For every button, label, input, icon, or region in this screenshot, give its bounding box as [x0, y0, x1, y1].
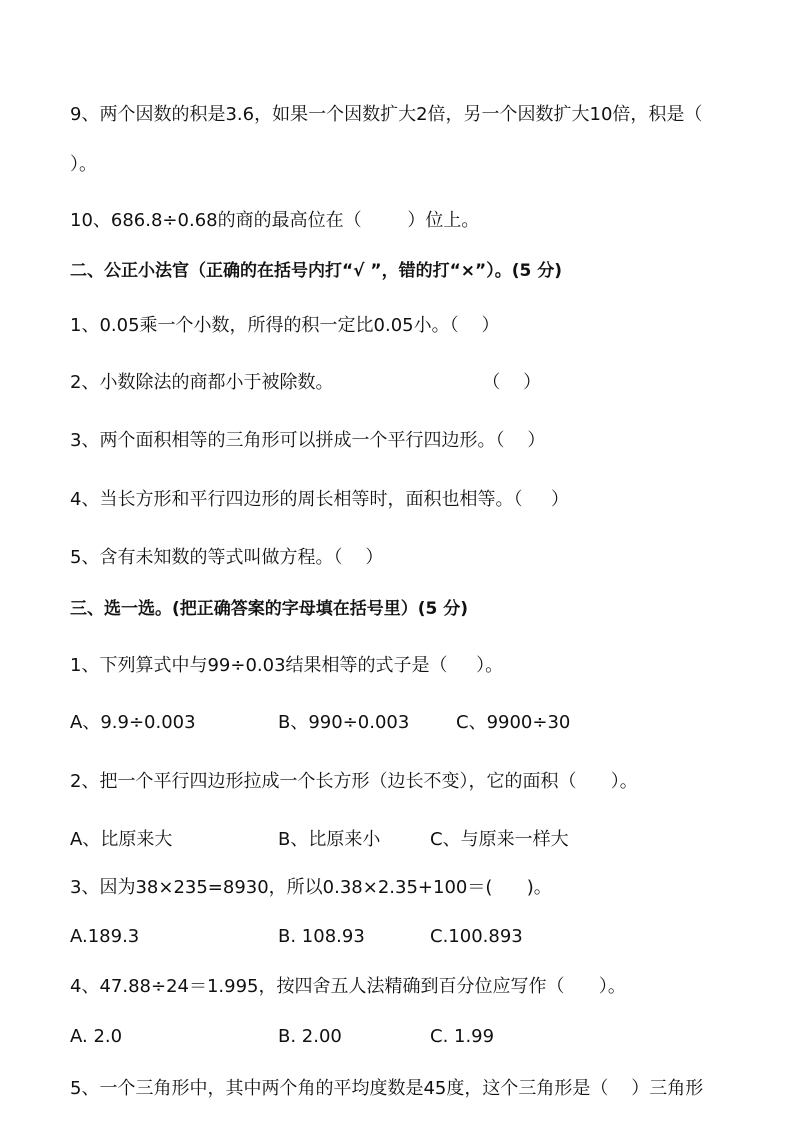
choice-1-option-a: A、9.9÷0.003	[70, 712, 196, 733]
judge-item-5: 5、含有未知数的等式叫做方程。（ ）	[70, 547, 384, 568]
choice-3-stem: 3、因为38×235=8930，所以0.38×2.35+100＝( )。	[70, 877, 552, 898]
choice-4-option-c: C. 1.99	[430, 1026, 495, 1047]
choice-4-stem: 4、47.88÷24＝1.995，按四舍五人法精确到百分位应写作（ ）。	[70, 976, 626, 997]
choice-3-option-c: C.100.893	[430, 926, 523, 947]
judge-item-2: 2、小数除法的商都小于被除数。 （ ）	[70, 372, 542, 393]
choice-4-option-b: B. 2.00	[278, 1026, 342, 1047]
choice-3-option-a: A.189.3	[70, 926, 140, 947]
section-2-heading: 二、公正小法官（正确的在括号内打“√ ”，错的打“×”）。(5 分)	[70, 261, 562, 281]
choice-1-option-b: B、990÷0.003	[278, 712, 410, 733]
question-9-line1: 9、两个因数的积是3.6，如果一个因数扩大2倍，另一个因数扩大10倍，积是（	[70, 104, 703, 125]
section-3-heading: 三、选一选。(把正确答案的字母填在括号里）(5 分)	[70, 599, 469, 619]
choice-1-option-c: C、9900÷30	[456, 712, 571, 733]
judge-item-3: 3、两个面积相等的三角形可以拼成一个平行四边形。（ ）	[70, 430, 546, 451]
judge-item-4: 4、当长方形和平行四边形的周长相等时，面积也相等。（ ）	[70, 489, 570, 510]
question-9-line2: ）。	[70, 154, 97, 175]
choice-5-stem: 5、一个三角形中，其中两个角的平均度数是45度，这个三角形是（ ）三角形	[70, 1078, 704, 1099]
choice-3-option-b: B. 108.93	[278, 926, 365, 947]
choice-2-option-c: C、与原来一样大	[430, 829, 569, 850]
choice-2-option-a: A、比原来大	[70, 829, 173, 850]
choice-1-stem: 1、下列算式中与99÷0.03结果相等的式子是（ ）。	[70, 655, 504, 676]
choice-2-option-b: B、比原来小	[278, 829, 381, 850]
choice-2-stem: 2、把一个平行四边形拉成一个长方形（边长不变），它的面积（ ）。	[70, 771, 638, 792]
choice-4-option-a: A. 2.0	[70, 1026, 123, 1047]
question-10: 10、686.8÷0.68的商的最高位在（ ）位上。	[70, 210, 480, 231]
judge-item-1: 1、0.05乘一个小数，所得的积一定比0.05小。（ ）	[70, 315, 500, 336]
